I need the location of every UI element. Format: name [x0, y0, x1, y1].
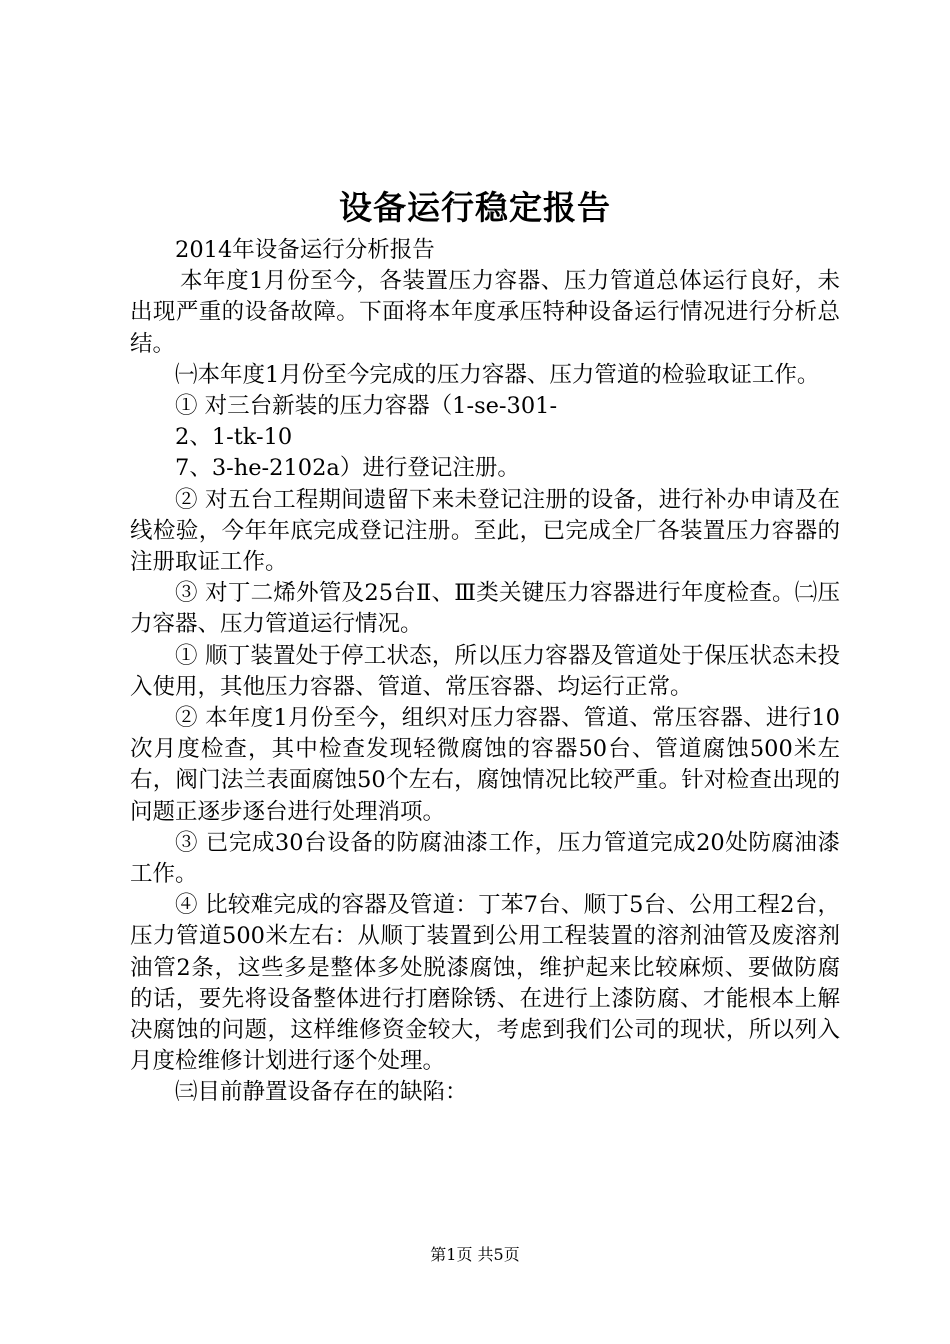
paragraph-operation-2: ② 本年度1月份至今，组织对压力容器、管道、常压容器、进行10次月度检查，其中检查发现轻微腐蚀的容器50台、管道腐蚀500米左右，阀门法兰表面腐蚀50个左右，腐蚀情况比较严重。针对检查出现的问题正逐步逐台进行处理消项。	[130, 705, 840, 825]
paragraph-intro: 本年度1月份至今，各装置压力容器、压力管道总体运行良好，未出现严重的设备故障。下面将本年度承压特种设备运行情况进行分析总结。	[130, 268, 840, 357]
paragraph-operation-4: ④ 比较难完成的容器及管道：丁苯7台、顺丁5台、公用工程2台，压力管道500米左右：从顺丁装置到公用工程装置的溶剂油管及废溶剂油管2条，这些多是整体多处脱漆腐蚀，维护起来比较麻烦、要做防腐的话，要先将设备整体进行打磨除锈、在进行上漆防腐、才能根本上解决腐蚀的问题，这样维修资金较大，考虑到我们公司的现状，所以列入月度检维修计划进行逐个处理。	[130, 892, 840, 1075]
paragraph-section-3: ㈢目前静置设备存在的缺陷：	[175, 1079, 468, 1106]
paragraph-operation-1: ① 顺丁装置处于停工状态，所以压力容器及管道处于保压状态未投入使用，其他压力容器、管道、常压容器、均运行正常。	[130, 642, 840, 700]
paragraph-section-1: ㈠本年度1月份至今完成的压力容器、压力管道的检验取证工作。	[175, 361, 820, 388]
paragraph-report-subtitle: 2014年设备运行分析报告	[175, 237, 435, 263]
paragraph-operation-3: ③ 已完成30台设备的防腐油漆工作，压力管道完成20处防腐油漆工作。	[130, 829, 840, 888]
paragraph-item-1c: 7、3-he-2102a）进行登记注册。	[175, 455, 520, 482]
document-title: 设备运行稳定报告	[339, 188, 611, 227]
paragraph-item-1b: 2、1-tk-10	[175, 424, 293, 451]
paragraph-item-2: ② 对五台工程期间遗留下来未登记注册的设备，进行补办申请及在线检验，今年年底完成登记注册。至此，已完成全厂各装置压力容器的注册取证工作。	[130, 486, 840, 576]
page-number-footer: 第1页 共5页	[430, 1245, 520, 1264]
paragraph-item-1a: ① 对三台新装的压力容器（1-se-301-	[175, 393, 558, 420]
paragraph-item-3: ③ 对丁二烯外管及25台Ⅱ、Ⅲ类关键压力容器进行年度检查。㈡压力容器、压力管道运行情况。	[130, 580, 840, 638]
document-body	[130, 235, 840, 1109]
